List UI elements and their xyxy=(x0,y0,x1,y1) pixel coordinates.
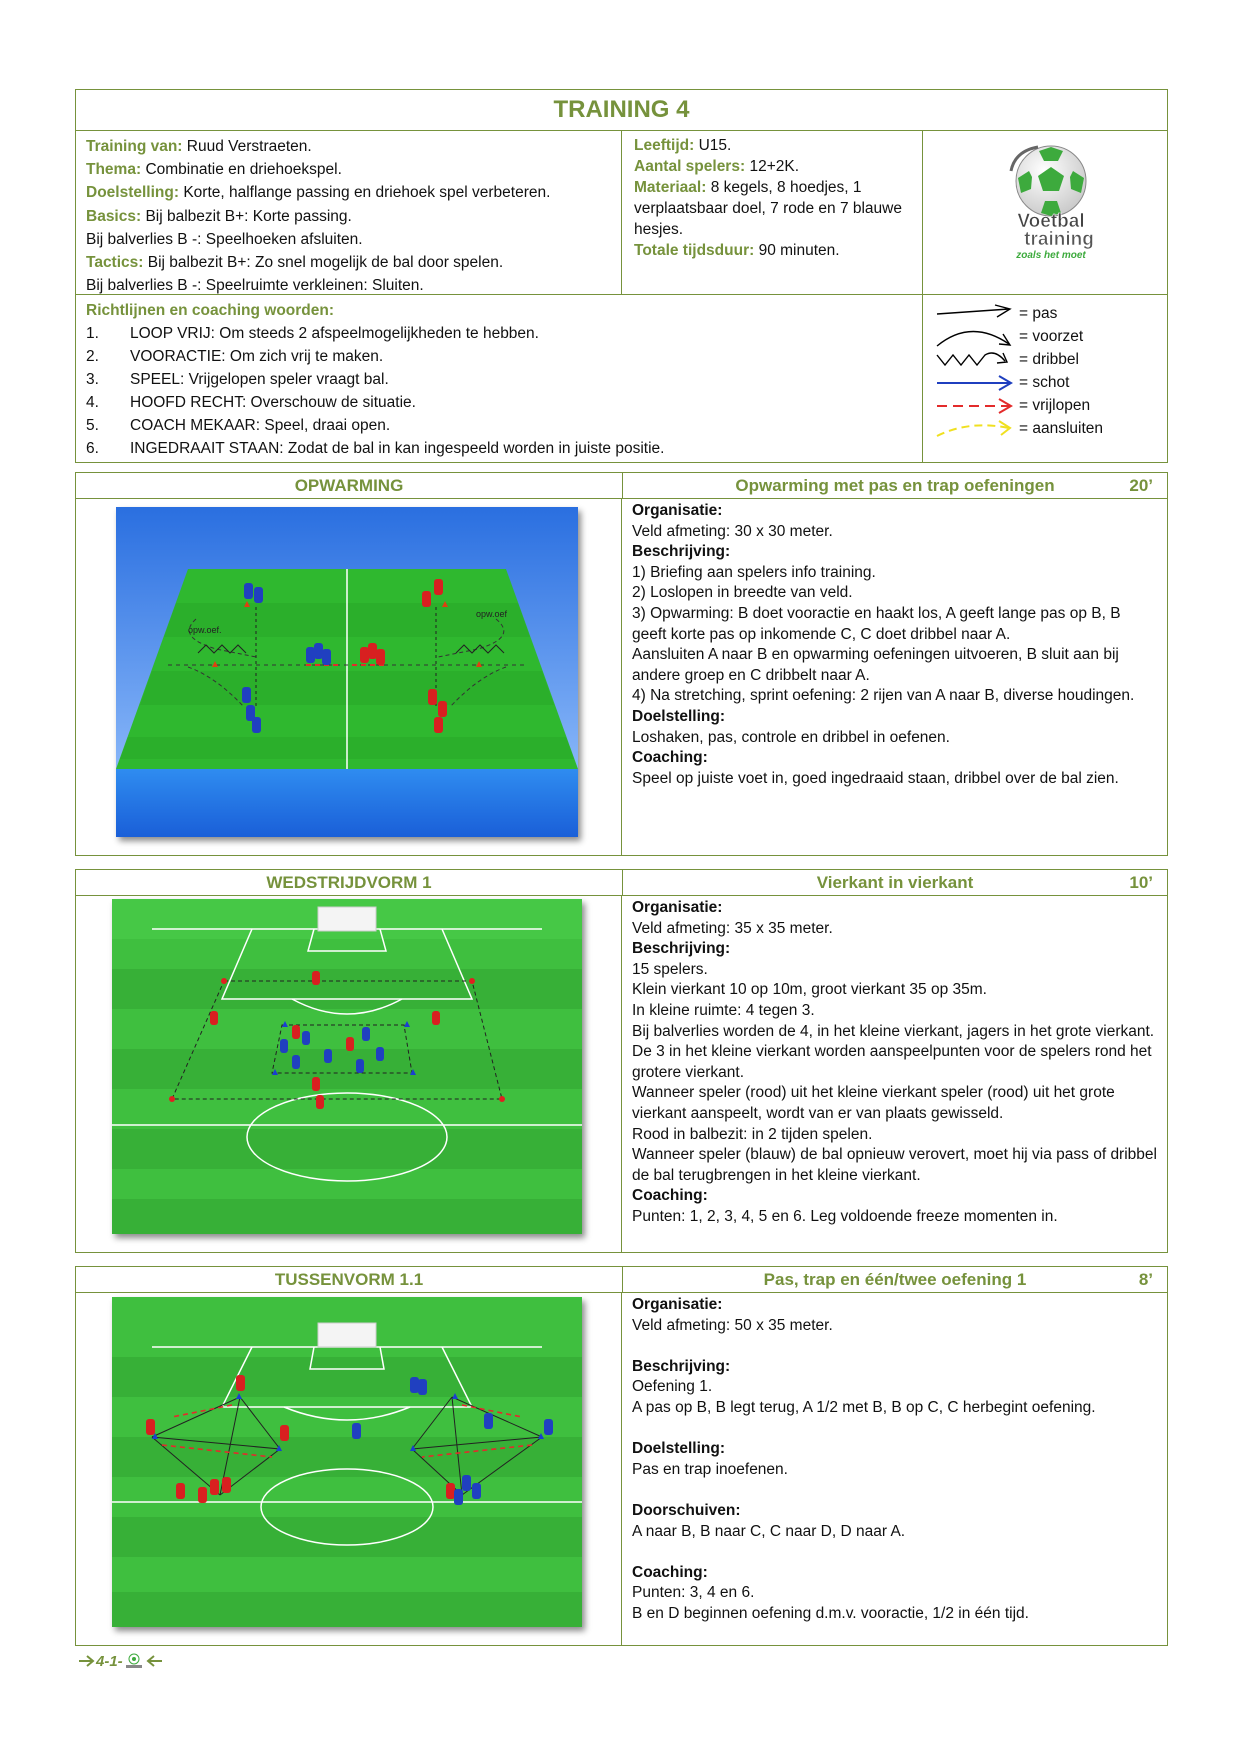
legend-pas: = pas xyxy=(933,303,1057,325)
info-row xyxy=(76,131,1167,295)
tactics-2: Bij balverlies B -: Speelruimte verkleinen: Sluiten. xyxy=(86,277,424,295)
info-left: Training van: Ruud Verstraeten. Thema: Combinatie en driehoekspel. Doelstelling: Korte, halflange passing en driehoek spel verbeteren. Basics: Bij balbezit B+: Korte passing. Bij balverlies B -: Speelhoeken afsluiten. Tactics: Bij balbezit B+: Zo snel mogelijk de bal door spelen. Bij balverlies B -: Speelruimte verkleinen: Sluiten. xyxy=(76,131,622,294)
page-title: TRAINING 4 xyxy=(76,90,1167,131)
section-opwarming xyxy=(75,472,1168,856)
section-duration: 8’ xyxy=(1138,1270,1153,1289)
info-mid: Leeftijd: U15. Aantal spelers: 12+2K. Materiaal: 8 kegels, 8 hoedjes, 1 verplaatsbaar doel, 7 rode en 7 blauwe hesjes. Totale tijdsduur: 90 minuten. xyxy=(622,131,923,294)
basics-1: Bij balbezit B+: Korte passing. xyxy=(145,207,352,225)
field-diagram xyxy=(112,1297,582,1627)
dribble-arrow-icon xyxy=(933,349,1017,371)
run-arrow-icon xyxy=(933,395,1017,417)
legend-schot: = schot xyxy=(933,372,1069,394)
training-header xyxy=(75,89,1168,463)
section-type: OPWARMING xyxy=(76,473,623,498)
list-item: 4. HOOFD RECHT: Overschouw de situatie. xyxy=(86,394,416,411)
players: 12+2K. xyxy=(749,158,800,175)
cross-arrow-icon xyxy=(933,326,1017,348)
join-arrow-icon xyxy=(933,418,1017,440)
legend-vrijlopen: = vrijlopen xyxy=(933,395,1090,417)
guidelines-list xyxy=(86,322,912,460)
diagram-opwarming xyxy=(76,499,622,856)
legend-aansluiten: = aansluiten xyxy=(933,418,1103,440)
legend-voorzet: = voorzet xyxy=(933,326,1083,348)
svg-text:Voetbal: Voetbal xyxy=(1017,211,1085,232)
section-title: Opwarming met pas en trap oefeningen xyxy=(735,476,1055,495)
page-footer xyxy=(78,1652,163,1670)
svg-text:zoals het moet: zoals het moet xyxy=(1016,250,1086,261)
guidelines-row xyxy=(76,295,1167,462)
section-header xyxy=(76,870,1167,896)
svg-text:opw.oef: opw.oef xyxy=(476,609,508,619)
svg-text:opw.oef.: opw.oef. xyxy=(188,625,222,635)
legend xyxy=(923,295,1167,462)
list-item: 5. COACH MEKAAR: Speel, draai open. xyxy=(86,417,391,434)
section-title: Vierkant in vierkant xyxy=(816,873,974,892)
soccer-ball-icon xyxy=(923,131,1167,294)
section-type: WEDSTRIJDVORM 1 xyxy=(76,870,623,895)
trainer: Ruud Verstraeten. xyxy=(186,138,312,155)
svg-text:training: training xyxy=(1024,229,1094,250)
section-text: Organisatie: Veld afmeting: 50 x 35 meter. Beschrijving: Oefening 1. A pas op B, B legt terug, A 1/2 met B, B op C, C herbegint oefening. Doelstelling: Pas en trap inoefenen. Doorschuiven: A naar B, B naar C, C naar D, D naar A. Coaching: Punten: 3, 4 en 6. B en D beginnen oefening d.m.v. vooractie, 1/2 in één tijd. xyxy=(632,1296,1096,1622)
logo xyxy=(923,131,1167,294)
duration: 90 minuten. xyxy=(758,242,840,259)
soccer-ball-icon xyxy=(123,1652,145,1670)
guidelines xyxy=(76,295,923,462)
section-header xyxy=(76,473,1167,499)
list-item: 2. VOORACTIE: Om zich vrij te maken. xyxy=(86,348,384,365)
material: 8 kegels, 8 hoedjes, 1 verplaatsbaar doel, 7 rode en 7 blauwe hesjes. xyxy=(634,179,902,238)
field-diagram xyxy=(116,507,578,837)
age: U15. xyxy=(698,137,732,154)
arrow-left-icon xyxy=(145,1654,163,1668)
tactics-1: Bij balbezit B+: Zo snel mogelijk de bal door spelen. xyxy=(147,254,504,272)
basics-2: Bij balverlies B -: Speelhoeken afsluiten. xyxy=(86,230,363,248)
section-title: Pas, trap en één/twee oefening 1 xyxy=(763,1270,1027,1289)
shot-arrow-icon xyxy=(933,372,1017,394)
section-tussenvorm xyxy=(75,1266,1168,1646)
legend-dribbel: = dribbel xyxy=(933,349,1079,371)
section-header xyxy=(76,1267,1167,1293)
field-diagram xyxy=(112,899,582,1234)
list-item: 1. LOOP VRIJ: Om steeds 2 afspeelmogelijkheden te hebben. xyxy=(86,325,539,342)
section-duration: 20’ xyxy=(1129,476,1153,495)
theme: Combinatie en driehoekspel. xyxy=(145,161,342,179)
section-wedstrijdvorm xyxy=(75,869,1168,1253)
section-duration: 10’ xyxy=(1129,873,1153,892)
pass-arrow-icon xyxy=(933,303,1017,325)
goal: Korte, halflange passing en driehoek spel verbeteren. xyxy=(183,184,551,202)
arrow-right-icon xyxy=(78,1654,96,1668)
guidelines-heading: Richtlijnen en coaching woorden: xyxy=(86,302,335,319)
list-item: 6. INGEDRAAIT STAAN: Zodat de bal in kan ingespeeld worden in juiste positie. xyxy=(86,440,665,457)
section-text: Organisatie: Veld afmeting: 35 x 35 meter. Beschrijving: 15 spelers. Klein vierkant 10 op 10m, groot vierkant 35 op 35m. In kleine ruimte: 4 tegen 3. Bij balverlies worden de 4, in het kleine vierkant, jagers in het grote vierkant. De 3 in het kleine vierkant worden aanspeelpunten voor de spelers rond het grotere vierkant. Wanneer speler (rood) uit het kleine vierkant speler (rood) uit het grote vierkant aanspeelt, wordt van er van plaats gewisseld. Rood in balbezit: in 2 tijden spelen. Wanneer speler (blauw) de bal opnieuw verovert, moet hij via pass of dribbel de bal terugbrengen in het kleine vierkant. Coaching: Punten: 1, 2, 3, 4, 5 en 6. Leg voldoende freeze momenten in. xyxy=(632,899,1157,1225)
diagram-wedstrijdvorm xyxy=(76,896,622,1253)
page-number: 4-1- xyxy=(96,1652,123,1670)
section-type: TUSSENVORM 1.1 xyxy=(76,1267,623,1292)
list-item: 3. SPEEL: Vrijgelopen speler vraagt bal. xyxy=(86,371,389,388)
section-text: Organisatie: Veld afmeting: 30 x 30 meter. Beschrijving: 1) Briefing aan spelers info training. 2) Loslopen in breedte van veld. 3) Opwarming: B doet vooractie en haakt los, A geeft lange pas op B, B geeft korte pas op inkomende C, C doet dribbel naar A. Aansluiten A naar B en opwarming oefeningen uitvoeren, B sluit aan bij andere groep en C dribbelt naar A. 4) Na stretching, sprint oefening: 2 rijen van A naar B, diverse houdingen. Doelstelling: Loshaken, pas, controle en dribbel in oefenen. Coaching: Speel op juiste voet in, goed ingedraaid staan, dribbel over de bal zien. xyxy=(632,502,1135,787)
diagram-tussenvorm xyxy=(76,1293,622,1646)
